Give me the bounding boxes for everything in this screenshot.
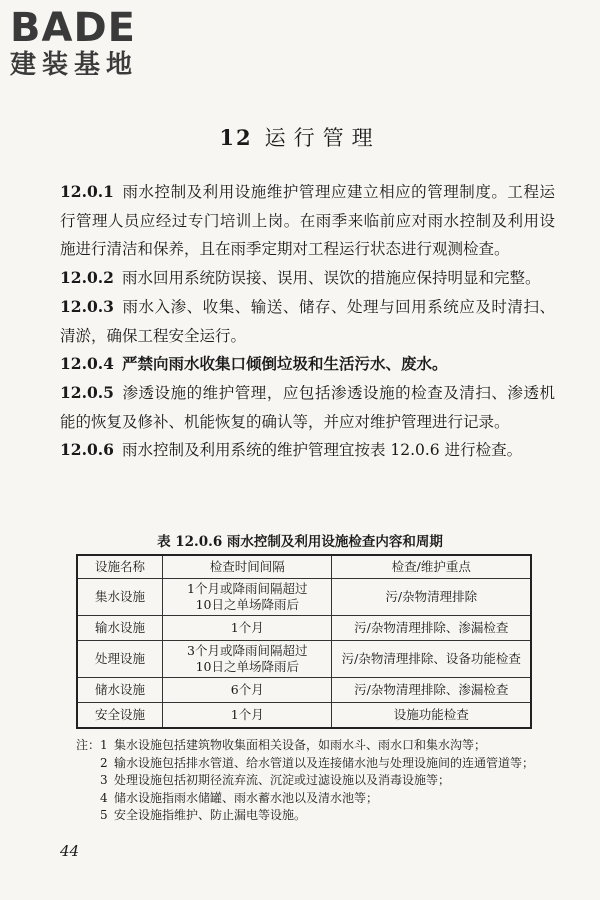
note-item bbox=[76, 790, 546, 808]
table-cell: 1个月 bbox=[163, 703, 332, 728]
table-row bbox=[77, 641, 531, 678]
table-cell: 污/杂物清理排除、设备功能检查 bbox=[332, 641, 531, 678]
page-number: 44 bbox=[60, 842, 80, 860]
note-item bbox=[76, 737, 546, 755]
table-header-cell: 检查时间间隔 bbox=[163, 555, 332, 579]
logo-text: BADE bbox=[10, 5, 136, 51]
clause bbox=[60, 436, 555, 465]
notes-label: 注： bbox=[76, 738, 101, 752]
table-header-cell: 检查/维护重点 bbox=[332, 555, 531, 579]
clause bbox=[60, 264, 555, 293]
table-cell: 污/杂物清理排除、渗漏检查 bbox=[332, 616, 531, 641]
table-cell: 1个月或降雨间隔超过10日之单场降雨后 bbox=[163, 579, 332, 616]
clause bbox=[60, 350, 555, 379]
clause-text: 雨水入渗、收集、输送、储存、处理与回用系统应及时清扫、清淤，确保工程安全运行。 bbox=[60, 297, 555, 345]
table-row bbox=[77, 579, 531, 616]
note-item bbox=[76, 772, 546, 790]
note-text: 安全设施指维护、防止漏电等设施。 bbox=[114, 808, 307, 822]
clause-number: 12.0.1 bbox=[60, 182, 114, 201]
table-cell: 污/杂物清理排除 bbox=[332, 579, 531, 616]
clause-number: 12.0.3 bbox=[60, 296, 114, 316]
note-number: 2 bbox=[100, 755, 108, 770]
note-text: 处理设施包括初期径流弃流、沉淀或过滤设施以及消毒设施等； bbox=[114, 773, 451, 787]
note-number: 4 bbox=[100, 790, 108, 805]
clause-text: 雨水控制及利用设施维护管理应建立相应的管理制度。工程运行管理人员应经过专门培训上岗。在雨季来临前应对雨水控制及利用设施进行清洁和保养，且在雨季定期对工程运行状态进行观测检查。 bbox=[60, 183, 555, 259]
table-cell: 6个月 bbox=[163, 678, 332, 703]
table-cell: 3个月或降雨间隔超过10日之单场降雨后 bbox=[163, 641, 332, 678]
table-cell: 输水设施 bbox=[77, 616, 163, 641]
clause bbox=[60, 379, 555, 436]
table-cell: 集水设施 bbox=[77, 579, 163, 616]
note-text: 输水设施包括排水管道、给水管道以及连接储水池与处理设施间的连通管道等； bbox=[114, 755, 535, 770]
table-header-row bbox=[77, 555, 531, 579]
table-row bbox=[77, 703, 531, 728]
logo-subtext: 建装基地 bbox=[10, 50, 139, 80]
clause-text: 雨水控制及利用系统的维护管理宜按表 12.0.6 进行检查。 bbox=[121, 441, 523, 460]
note-item bbox=[76, 807, 546, 825]
chapter-heading bbox=[0, 122, 600, 152]
table-cell: 储水设施 bbox=[77, 678, 163, 703]
clause-number: 12.0.4 bbox=[60, 354, 114, 374]
brand-logo bbox=[10, 6, 185, 80]
chapter-title: 运行管理 bbox=[264, 126, 381, 150]
table-cell: 安全设施 bbox=[77, 703, 163, 728]
table-cell: 污/杂物清理排除、渗漏检查 bbox=[332, 678, 531, 703]
clause-number: 12.0.6 bbox=[60, 440, 114, 460]
clause-text: 渗透设施的维护管理，应包括渗透设施的检查及清扫、渗透机能的恢复及修补、机能恢复的确认等，并应对维护管理进行记录。 bbox=[60, 383, 555, 431]
clause bbox=[60, 293, 555, 350]
chapter-number: 12 bbox=[219, 125, 253, 150]
note-text: 集水设施包括建筑物收集面相关设备，如雨水斗、雨水口和集水沟等； bbox=[114, 738, 487, 752]
clause-text: 严禁向雨水收集口倾倒垃圾和生活污水、废水。 bbox=[121, 354, 448, 374]
table-caption: 表 12.0.6 雨水控制及利用设施检查内容和周期 bbox=[157, 534, 443, 550]
note-number: 5 bbox=[100, 808, 108, 822]
table-notes bbox=[76, 737, 546, 825]
clause-number: 12.0.5 bbox=[60, 382, 114, 402]
note-number: 1 bbox=[100, 738, 108, 752]
clause bbox=[60, 178, 555, 264]
table-header-cell: 设施名称 bbox=[77, 555, 163, 579]
table-cell: 设施功能检查 bbox=[332, 703, 531, 728]
table-cell: 处理设施 bbox=[77, 641, 163, 678]
note-number: 3 bbox=[100, 773, 108, 787]
clause-text: 雨水回用系统防误接、误用、误饮的措施应保持明显和完整。 bbox=[121, 269, 541, 288]
note-item bbox=[76, 755, 546, 773]
clause-number: 12.0.2 bbox=[60, 268, 114, 288]
clause-list bbox=[60, 178, 555, 465]
table-cell: 1个月 bbox=[163, 616, 332, 641]
note-text: 储水设施指雨水储罐、雨水蓄水池以及清水池等； bbox=[114, 790, 379, 805]
table-row bbox=[77, 678, 531, 703]
table-row bbox=[77, 616, 531, 641]
inspection-table bbox=[76, 554, 532, 729]
